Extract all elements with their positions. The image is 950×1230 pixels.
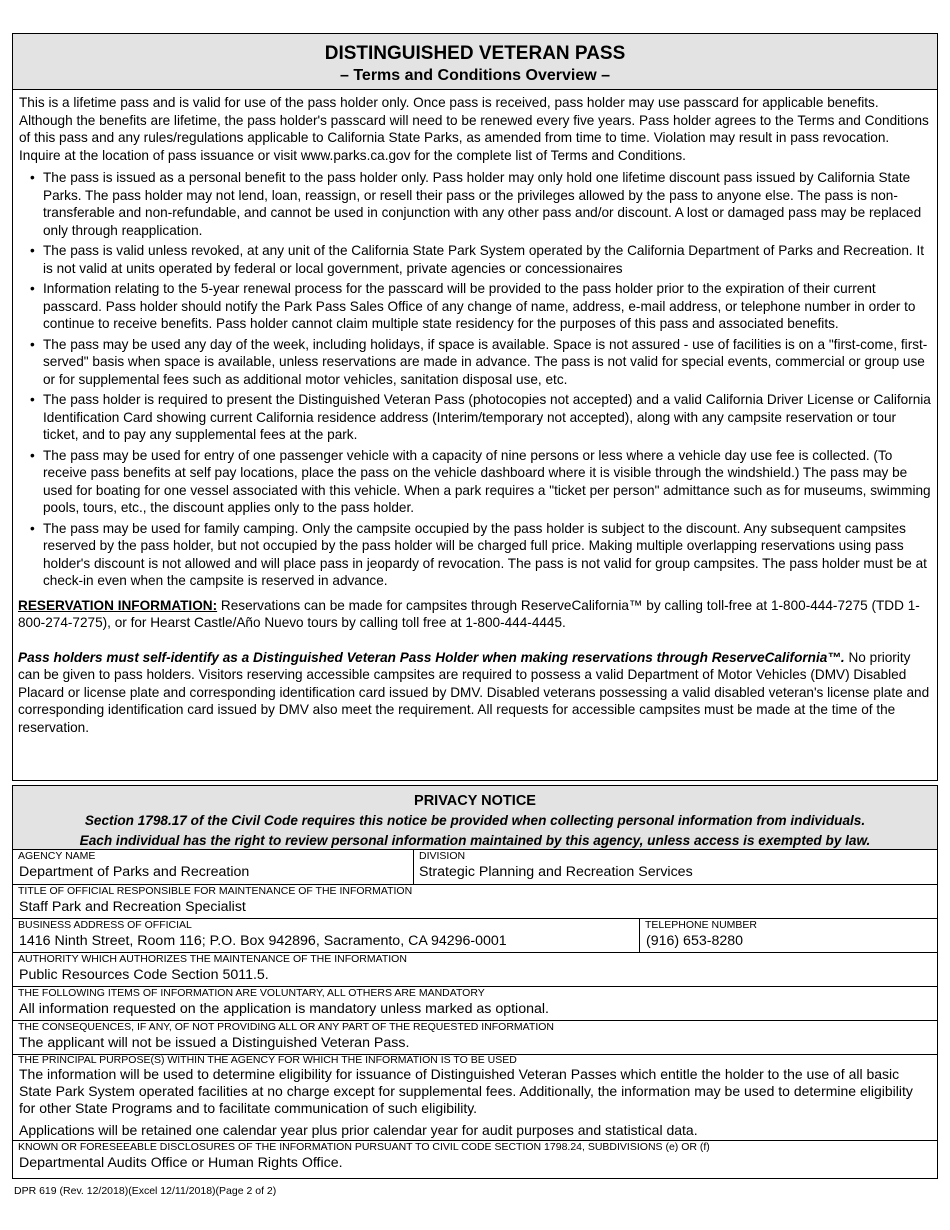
title-band xyxy=(13,34,937,90)
division-cell xyxy=(413,850,937,884)
phone-value: (916) 653-8280 xyxy=(646,933,744,949)
authority-row xyxy=(13,953,937,987)
self-identify-text: No priority can be given to pass holders. Visitors reserving accessible campsites are required to possess a valid Department of Motor Vehicles (DMV) Disabled Placard or license plate and corresponding identification card issued by DMV. Disabled veterans possessing a valid disabled veteran's license plate and corresponding identification card issued by DMV also meet the requirement. All requests for accessible campsites must be made at the time of the reservation. xyxy=(18,649,930,735)
privacy-line-1: Section 1798.17 of the Civil Code requires this notice be provided when collecting personal information from individuals. xyxy=(84,813,866,828)
terms-bullet: • The pass is issued as a personal benefit to the pass holder only. Pass holder may only hold one lifetime discount pass issued by California State Parks. The pass holder may not lend, loan, reassign, or resell their pass or the privileges allowed by the pass to anyone else. The pass is non-transferable and non-refundable, and cannot be used in conjunction with any other pass and/or discount. A lost or damaged pass may be replaced only through reapplication. xyxy=(43,169,931,239)
terms-bullet: • The pass may be used any day of the week, including holidays, if space is available. Space is not assured - use of facilities is on a "first-come, first-served" basis when space is available, unless reservations are made in advance. The pass is not valid for special events, commercial or group use or for supplemental fees such as additional motor vehicles, sanitation disposal use, etc. xyxy=(43,336,931,389)
purpose-cell xyxy=(13,1055,937,1140)
agency-row xyxy=(13,850,937,885)
voluntary-cell xyxy=(13,987,937,1020)
reservation-info xyxy=(13,593,937,632)
official-title-value: Staff Park and Recreation Specialist xyxy=(19,899,246,915)
consequences-row xyxy=(13,1021,937,1055)
authority-label: AUTHORITY WHICH AUTHORIZES THE MAINTENANCE OF THE INFORMATION xyxy=(18,953,407,965)
reservation-text: Reservations can be made for campsites through ReserveCalifornia™ by calling toll-free at 1-800-444-7275 (TDD 1-800-274-7275), or for Hearst Castle/Año Nuevo tours by calling toll free at 1-800-444-4445. xyxy=(18,597,920,630)
terms-bullet: • The pass is valid unless revoked, at any unit of the California State Park System operated by the California Department of Parks and Recreation. It is not valid at units operated by federal or local government, private agencies or concessionaires xyxy=(43,242,931,277)
terms-list xyxy=(13,164,937,590)
form-footer: DPR 619 (Rev. 12/2018)(Excel 12/11/2018)(Page 2 of 2) xyxy=(14,1185,277,1197)
consequences-value: The applicant will not be issued a Distinguished Veteran Pass. xyxy=(19,1035,410,1051)
disclosures-row xyxy=(13,1141,937,1174)
terms-section xyxy=(12,33,938,781)
privacy-notice xyxy=(12,785,938,1179)
official-title-row xyxy=(13,885,937,919)
disclosures-cell xyxy=(13,1141,937,1174)
retention-value: Applications will be retained one calendar year plus prior calendar year for audit purposes and statistical data. xyxy=(19,1122,698,1138)
consequences-label: THE CONSEQUENCES, IF ANY, OF NOT PROVIDING ALL OR ANY PART OF THE REQUESTED INFORMATION xyxy=(18,1021,554,1033)
agency-value: Department of Parks and Recreation xyxy=(19,864,250,880)
privacy-header xyxy=(13,786,937,850)
self-identify-emphasis: Pass holders must self-identify as a Distinguished Veteran Pass Holder when making reservations through ReserveCalifornia™. xyxy=(18,649,845,665)
terms-bullet: • The pass holder is required to present the Distinguished Veteran Pass (photocopies not accepted) and a valid California Driver License or California Identification Card showing current California residence address (Interim/temporary not accepted), along with any campsite reservation or tour ticket, and to pay any supplemental fees at the park. xyxy=(43,391,931,444)
address-row xyxy=(13,919,937,953)
terms-bullet: • Information relating to the 5-year renewal process for the passcard will be provided to the pass holder prior to the expiration of their current passcard. Pass holder should notify the Park Pass Sales Office of any change of name, address, e-mail address, or telephone number in order to continue to receive benefits. Pass holder cannot claim multiple state residency for the purposes of this pass and associated benefits. xyxy=(43,280,931,333)
intro-paragraph: This is a lifetime pass and is valid for use of the pass holder only. Once pass is received, pass holder may use passcard for applicable benefits. Although the benefits are lifetime, the pass holder's passcard will need to be renewed every five years. Pass holder agrees to the Terms and Conditions of this pass and any rules/regulations applicable to California State Parks, as amended from time to time. Violation may result in pass revocation. Inquire at the location of pass issuance or visit www.parks.ca.gov for the complete list of Terms and Conditions. xyxy=(19,95,929,163)
authority-value: Public Resources Code Section 5011.5. xyxy=(19,967,269,983)
address-label: BUSINESS ADDRESS OF OFFICIAL xyxy=(18,919,192,931)
voluntary-label: THE FOLLOWING ITEMS OF INFORMATION ARE VOLUNTARY, ALL OTHERS ARE MANDATORY xyxy=(18,987,485,999)
privacy-title: PRIVACY NOTICE xyxy=(414,793,536,809)
purpose-row xyxy=(13,1055,937,1141)
address-value: 1416 Ninth Street, Room 116; P.O. Box 942896, Sacramento, CA 94296-0001 xyxy=(19,933,507,949)
agency-cell xyxy=(13,850,413,884)
reservation-label: RESERVATION INFORMATION: xyxy=(18,597,218,613)
voluntary-row xyxy=(13,987,937,1021)
self-identify-paragraph xyxy=(13,632,937,737)
address-cell xyxy=(13,919,639,952)
official-title-label: TITLE OF OFFICIAL RESPONSIBLE FOR MAINTENANCE OF THE INFORMATION xyxy=(18,885,413,897)
disclosures-label: KNOWN OR FORESEEABLE DISCLOSURES OF THE INFORMATION PURSUANT TO CIVIL CODE SECTION 1798.24, SUBDIVISIONS (e) OR (f) xyxy=(18,1141,710,1153)
authority-cell xyxy=(13,953,937,986)
purpose-label: THE PRINCIPAL PURPOSE(S) WITHIN THE AGENCY FOR WHICH THE INFORMATION IS TO BE USED xyxy=(18,1054,517,1066)
terms-bullet: • The pass may be used for family camping. Only the campsite occupied by the pass holder is subject to the discount. Any subsequent campsites reserved by the pass holder, but not occupied by the pass holder will be charged full price. Making multiple overlapping reservations using pass holder's discount is not allowed and will place pass in jeopardy of revocation. The pass is not valid for group campsites. The pass holder must be at check-in even when the campsite is reserved in advance. xyxy=(43,520,931,590)
voluntary-value: All information requested on the application is mandatory unless marked as optional. xyxy=(19,1001,549,1017)
phone-cell xyxy=(639,919,937,952)
page-subtitle: – Terms and Conditions Overview – xyxy=(340,67,610,84)
phone-label: TELEPHONE NUMBER xyxy=(645,919,758,931)
purpose-value: The information will be used to determine eligibility for issuance of Distinguished Veteran Passes which entitle the holder to the use of all basic State Park System operated facilities at no charge except for supplemental fees. Additionally, the information may be used to determine eligibility for other State Programs and to facilitate communication of such eligibility. xyxy=(19,1066,913,1116)
disclosures-value: Departmental Audits Office or Human Rights Office. xyxy=(19,1155,343,1171)
division-value: Strategic Planning and Recreation Services xyxy=(419,864,693,880)
consequences-cell xyxy=(13,1021,937,1054)
official-title-cell xyxy=(13,885,937,918)
division-label: DIVISION xyxy=(419,850,466,862)
privacy-line-2: Each individual has the right to review personal information maintained by this agency, unless access is exempted by law. xyxy=(79,832,871,848)
agency-label: AGENCY NAME xyxy=(18,850,96,862)
terms-bullet: • The pass may be used for entry of one passenger vehicle with a capacity of nine persons or less where a vehicle day use fee is collected. (To receive pass benefits at self pay locations, place the pass on the vehicle dashboard where it is visible through the windshield.) The pass may be used for boating for one vessel associated with this vehicle. When a park requires a "ticket per person" admittance such as for museums, swimming pools, tours, etc., the discount applies only to the pass holder. xyxy=(43,447,931,517)
page-title: DISTINGUISHED VETERAN PASS xyxy=(324,43,626,64)
